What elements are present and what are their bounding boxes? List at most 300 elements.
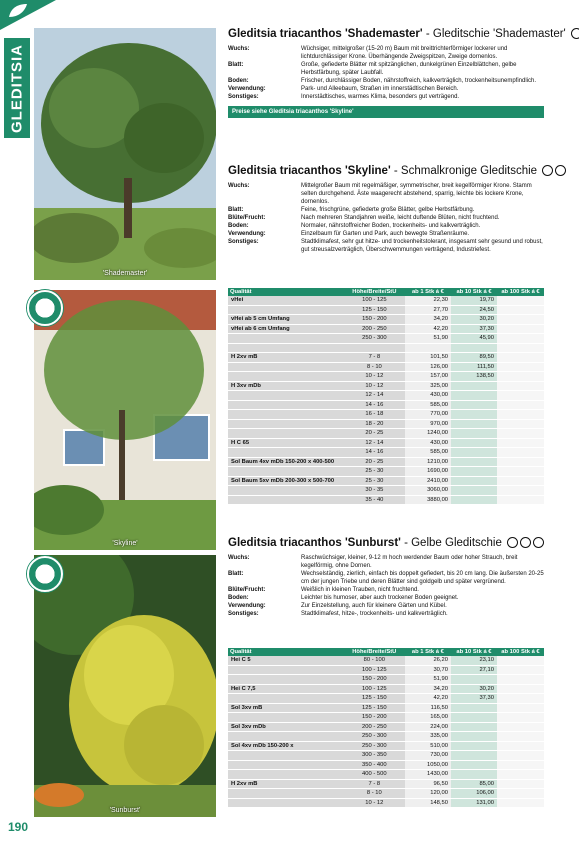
table-cell: 7 - 8: [344, 779, 405, 789]
table-cell: 8 - 10: [344, 789, 405, 799]
table-row: [228, 713, 544, 723]
table-cell: 10 - 12: [344, 798, 405, 808]
table-cell: H 3xv mDb: [228, 381, 344, 391]
table-cell: [451, 751, 497, 761]
attribute-key: Blatt:: [228, 207, 244, 213]
table-cell: 350 - 400: [344, 760, 405, 770]
table-cell: Sol Baum 5xv mDb 200-300 x 500-700: [228, 476, 344, 486]
table-cell: 2410,00: [405, 476, 451, 486]
table-cell: 25 - 30: [344, 467, 405, 477]
column-header: Qualität: [228, 648, 344, 656]
table-cell: [228, 372, 344, 382]
table-cell: 35 - 40: [344, 495, 405, 505]
table-cell: [497, 656, 544, 665]
table-row: [228, 410, 544, 420]
table-cell: 335,00: [405, 732, 451, 742]
photo-sunburst: [34, 555, 216, 817]
attribute-row: [228, 570, 544, 586]
table-row: [228, 751, 544, 761]
table-cell: 1050,00: [405, 760, 451, 770]
table-cell: 138,50: [451, 372, 497, 382]
table-cell: [451, 703, 497, 713]
photo-caption: 'Sunburst': [109, 807, 141, 814]
price-reference-note: Preise siehe Gleditsia triacanthos 'Skyline': [228, 106, 544, 118]
table-cell: 1690,00: [405, 467, 451, 477]
table-cell: [228, 760, 344, 770]
section-title: [228, 28, 566, 40]
table-row: [228, 486, 544, 496]
section-sunburst: [228, 537, 544, 618]
table-row: [228, 391, 544, 401]
column-header: ab 1 Stk á €: [405, 648, 451, 656]
table-cell: 42,20: [405, 694, 451, 704]
attribute-row: [228, 230, 544, 238]
table-cell: 25 - 30: [344, 476, 405, 486]
table-cell: 730,00: [405, 751, 451, 761]
table-row: [228, 741, 544, 751]
table-cell: 23,10: [451, 656, 497, 665]
table-cell: 42,20: [405, 324, 451, 334]
table-cell: 120,00: [405, 789, 451, 799]
attribute-value: Park- und Alleebaum, Straßen im innerstädtischen Bereich.: [301, 86, 459, 92]
table-cell: [228, 770, 344, 780]
table-cell: [497, 457, 544, 467]
table-cell: [497, 353, 544, 363]
table-cell: 150 - 200: [344, 315, 405, 325]
botanical-name: Gleditsia triacanthos 'Shademaster': [228, 28, 423, 40]
attribute-row: [228, 182, 544, 206]
table-cell: [497, 486, 544, 496]
table-row: [228, 448, 544, 458]
table-cell: [451, 732, 497, 742]
table-cell: [228, 410, 344, 420]
table-row: [228, 476, 544, 486]
attribute-key: Wuchs:: [228, 46, 250, 52]
table-cell: [497, 760, 544, 770]
section-title: [228, 165, 544, 177]
table-cell: [497, 741, 544, 751]
table-cell: 116,50: [405, 703, 451, 713]
table-cell: 1240,00: [405, 429, 451, 439]
table-cell: 26,20: [405, 656, 451, 665]
section-title: [228, 537, 544, 549]
table-cell: [497, 732, 544, 742]
section-shademaster: [228, 28, 566, 118]
quality-badge-icon: [27, 556, 63, 592]
table-cell: 131,00: [451, 798, 497, 808]
table-cell: [228, 789, 344, 799]
table-cell: [228, 429, 344, 439]
table-cell: [344, 343, 405, 353]
table-cell: 34,20: [405, 684, 451, 694]
table-cell: [451, 381, 497, 391]
table-cell: 325,00: [405, 381, 451, 391]
column-header: ab 10 Stk á €: [451, 288, 497, 296]
table-cell: [228, 486, 344, 496]
attribute-row: [228, 61, 544, 77]
table-cell: 100 - 125: [344, 296, 405, 305]
table-cell: [497, 305, 544, 315]
attribute-key: Verwendung:: [228, 603, 266, 609]
table-row: [228, 694, 544, 704]
photo-skyline: [34, 290, 216, 550]
table-row: [228, 722, 544, 732]
table-cell: 157,00: [405, 372, 451, 382]
table-cell: [451, 467, 497, 477]
table-cell: 51,90: [405, 675, 451, 685]
table-cell: [497, 334, 544, 344]
table-cell: [451, 675, 497, 685]
table-cell: [497, 789, 544, 799]
table-cell: [497, 798, 544, 808]
table-cell: [497, 400, 544, 410]
botanical-name: Gleditsia triacanthos 'Sunburst': [228, 537, 401, 549]
table-cell: [497, 751, 544, 761]
table-cell: 16 - 18: [344, 410, 405, 420]
table-cell: 200 - 250: [344, 722, 405, 732]
table-cell: 24,50: [451, 305, 497, 315]
table-row: [228, 656, 544, 665]
table-cell: 27,10: [451, 665, 497, 675]
table-cell: H 2xv mB: [228, 353, 344, 363]
photo-caption: 'Skyline': [112, 540, 138, 547]
table-cell: 80 - 100: [344, 656, 405, 665]
table-row: [228, 381, 544, 391]
attribute-value: Große, gefiederte Blätter mit spitzänglichen, dunkelgrünen Einzelblättchen, gelbe Herbstfärbung, später Laubfall.: [301, 62, 517, 76]
table-cell: [497, 495, 544, 505]
table-row: [228, 495, 544, 505]
column-header: ab 100 Stk á €: [497, 648, 544, 656]
column-header: Höhe/Breite/StU: [344, 648, 405, 656]
attribute-row: [228, 602, 544, 610]
table-cell: [228, 391, 344, 401]
table-cell: 585,00: [405, 400, 451, 410]
table-cell: [228, 751, 344, 761]
table-row: [228, 343, 544, 353]
column-header: ab 1 Stk á €: [405, 288, 451, 296]
table-cell: [497, 372, 544, 382]
table-cell: [451, 770, 497, 780]
table-cell: 224,00: [405, 722, 451, 732]
table-cell: 200 - 250: [344, 324, 405, 334]
table-cell: [228, 334, 344, 344]
table-row: [228, 665, 544, 675]
table-cell: 1430,00: [405, 770, 451, 780]
table-cell: 30,70: [405, 665, 451, 675]
attribute-row: [228, 586, 544, 594]
table-row: [228, 353, 544, 363]
table-row: [228, 296, 544, 305]
attribute-key: Wuchs:: [228, 555, 250, 561]
table-cell: [497, 467, 544, 477]
attribute-value: Stadtklimafest, sehr gut hitze- und trockenheitstolerant, insgesamt sehr gesund und robust, gut streusalzverträglich, Überschwemmungen verträgend, Industriefest.: [301, 239, 543, 253]
table-cell: [497, 779, 544, 789]
table-cell: [451, 741, 497, 751]
table-cell: [497, 665, 544, 675]
table-row: [228, 779, 544, 789]
section-skyline: [228, 165, 544, 254]
table-cell: [228, 675, 344, 685]
table-cell: 125 - 150: [344, 694, 405, 704]
table-cell: 51,90: [405, 334, 451, 344]
column-header: Qualität: [228, 288, 344, 296]
attribute-row: [228, 554, 544, 570]
attribute-value: Nach mehreren Standjahren weiße, leicht duftende Blüten, nicht fruchtend.: [301, 215, 500, 221]
table-cell: Sol 4xv mDb 150-200 x: [228, 741, 344, 751]
table-row: [228, 798, 544, 808]
table-cell: 19,70: [451, 296, 497, 305]
attribute-list: [228, 45, 544, 101]
table-cell: 100 - 125: [344, 665, 405, 675]
table-cell: [451, 495, 497, 505]
table-cell: [497, 419, 544, 429]
attribute-list: [228, 554, 544, 618]
attribute-value: Raschwüchsiger, kleiner, 9-12 m hoch werdender Baum oder hoher Strauch, breit kegelförmig, ohne Dornen.: [301, 555, 518, 569]
table-cell: [228, 694, 344, 704]
photo-caption: 'Shademaster': [102, 270, 148, 277]
attribute-row: [228, 85, 544, 93]
table-cell: [497, 296, 544, 305]
table-cell: 8 - 10: [344, 362, 405, 372]
table-cell: Sol 3xv mB: [228, 703, 344, 713]
table-cell: [451, 457, 497, 467]
table-cell: [497, 438, 544, 448]
column-header: ab 10 Stk á €: [451, 648, 497, 656]
table-cell: 89,50: [451, 353, 497, 363]
table-cell: 970,00: [405, 419, 451, 429]
botanical-name: Gleditsia triacanthos 'Skyline': [228, 165, 391, 177]
table-row: [228, 362, 544, 372]
attribute-value: Wüchsiger, mittelgroßer (15-20 m) Baum mit breittrichterförmiger lockerer und lichtdurchlässiger Krone. Überhängende Zweigspitzen, Zweige dornenlos.: [301, 46, 508, 60]
table-cell: 30,20: [451, 684, 497, 694]
table-cell: H 2xv mB: [228, 779, 344, 789]
table-cell: [451, 713, 497, 723]
table-header-row: [228, 288, 544, 296]
table-row: [228, 760, 544, 770]
table-cell: 20 - 25: [344, 457, 405, 467]
table-cell: 165,00: [405, 713, 451, 723]
table-cell: 14 - 16: [344, 400, 405, 410]
table-cell: 14 - 16: [344, 448, 405, 458]
table-row: [228, 372, 544, 382]
table-row: [228, 419, 544, 429]
attribute-key: Boden:: [228, 595, 249, 601]
page-number: 190: [8, 820, 29, 834]
table-cell: [228, 495, 344, 505]
column-header: Höhe/Breite/StU: [344, 288, 405, 296]
table-cell: 510,00: [405, 741, 451, 751]
table-cell: [228, 362, 344, 372]
attribute-value: Mittelgroßer Baum mit regelmäßiger, symmetrischer, breit kegelförmiger Krone. Stamm selten durchgehend. Äste waagerecht abstehend, sparrig, leichte bis lockere Krone, dornenlos.: [301, 183, 532, 205]
table-cell: 85,00: [451, 779, 497, 789]
table-cell: 585,00: [405, 448, 451, 458]
table-cell: [497, 694, 544, 704]
table-cell: [228, 400, 344, 410]
table-cell: 250 - 300: [344, 334, 405, 344]
attribute-key: Verwendung:: [228, 231, 266, 237]
table-row: [228, 334, 544, 344]
table-cell: 7 - 8: [344, 353, 405, 363]
table-cell: 12 - 14: [344, 391, 405, 401]
table-cell: [451, 429, 497, 439]
column-header: ab 100 Stk á €: [497, 288, 544, 296]
table-cell: [451, 438, 497, 448]
table-cell: 250 - 300: [344, 732, 405, 742]
attribute-key: Wuchs:: [228, 183, 250, 189]
table-cell: [228, 798, 344, 808]
sun-symbol-icon: [571, 28, 579, 39]
table-cell: [497, 324, 544, 334]
table-cell: [497, 770, 544, 780]
table-cell: 3880,00: [405, 495, 451, 505]
table-cell: 30 - 35: [344, 486, 405, 496]
table-row: [228, 315, 544, 325]
attribute-key: Verwendung:: [228, 86, 266, 92]
table-row: [228, 684, 544, 694]
table-row: [228, 789, 544, 799]
common-name: - Gleditschie 'Shademaster': [422, 28, 566, 40]
table-cell: [497, 343, 544, 353]
common-name: - Schmalkronige Gleditschie: [390, 165, 538, 177]
table-cell: 150 - 200: [344, 675, 405, 685]
attribute-key: Boden:: [228, 78, 249, 84]
table-cell: 12 - 14: [344, 438, 405, 448]
table-cell: 111,50: [451, 362, 497, 372]
attribute-key: Boden:: [228, 223, 249, 229]
table-cell: vHei: [228, 296, 344, 305]
table-row: [228, 400, 544, 410]
attribute-key: Sonstiges:: [228, 94, 259, 100]
sun-symbol-icon: [507, 537, 518, 548]
attribute-row: [228, 206, 544, 214]
table-cell: 430,00: [405, 438, 451, 448]
attribute-row: [228, 594, 544, 602]
attribute-value: Stadtklimafest, hitze-, trockenheits- und kalkverträglich.: [301, 611, 448, 617]
table-cell: 45,90: [451, 334, 497, 344]
table-cell: 148,50: [405, 798, 451, 808]
table-row: [228, 732, 544, 742]
table-row: [228, 429, 544, 439]
table-cell: [405, 343, 451, 353]
table-cell: 34,20: [405, 315, 451, 325]
attribute-list: [228, 182, 544, 254]
attribute-value: Einzelbaum für Garten und Park, auch bewegte Straßenräume.: [301, 231, 470, 237]
table-cell: 101,50: [405, 353, 451, 363]
table-row: [228, 675, 544, 685]
attribute-row: [228, 214, 544, 222]
table-cell: 10 - 12: [344, 372, 405, 382]
attribute-row: [228, 45, 544, 61]
attribute-key: Blatt:: [228, 571, 244, 577]
attribute-value: Zur Einzelstellung, auch für kleinere Gärten und Kübel.: [301, 603, 447, 609]
table-cell: 18 - 20: [344, 419, 405, 429]
table-cell: vHei ab 6 cm Umfang: [228, 324, 344, 334]
half-sun-symbol-icon: [555, 165, 566, 176]
heart-symbol-icon: [533, 537, 544, 548]
table-cell: [497, 684, 544, 694]
table-row: [228, 438, 544, 448]
table-cell: [451, 486, 497, 496]
attribute-value: Innerstädtisches, warmes Klima, besonders gut verträgend.: [301, 94, 460, 100]
table-cell: 300 - 350: [344, 751, 405, 761]
table-cell: [497, 713, 544, 723]
table-cell: [497, 381, 544, 391]
table-cell: [451, 391, 497, 401]
photo-shademaster: [34, 28, 216, 280]
attribute-row: [228, 610, 544, 618]
table-cell: H C 65: [228, 438, 344, 448]
table-cell: 430,00: [405, 391, 451, 401]
table-cell: [497, 362, 544, 372]
price-table-sunburst: [228, 648, 544, 808]
attribute-value: Normaler, nährstoffreicher Boden, trockenheits- und kalkverträglich.: [301, 223, 481, 229]
attribute-row: [228, 238, 544, 254]
table-row: [228, 467, 544, 477]
table-cell: [451, 343, 497, 353]
table-cell: [228, 419, 344, 429]
table-cell: [497, 448, 544, 458]
table-cell: 37,30: [451, 694, 497, 704]
table-cell: 250 - 300: [344, 741, 405, 751]
table-row: [228, 770, 544, 780]
table-cell: 3060,00: [405, 486, 451, 496]
table-cell: 400 - 500: [344, 770, 405, 780]
table-row: [228, 324, 544, 334]
table-cell: [497, 315, 544, 325]
attribute-row: [228, 77, 544, 85]
genus-side-label: GLEDITSIA: [4, 38, 30, 138]
table-cell: [451, 722, 497, 732]
quality-badge-icon: [27, 290, 63, 326]
table-cell: [228, 665, 344, 675]
table-cell: [228, 448, 344, 458]
attribute-key: Blüte/Frucht:: [228, 587, 266, 593]
table-cell: [228, 305, 344, 315]
table-cell: 22,30: [405, 296, 451, 305]
table-cell: 126,00: [405, 362, 451, 372]
table-cell: [451, 448, 497, 458]
table-cell: [497, 429, 544, 439]
table-cell: 106,00: [451, 789, 497, 799]
table-cell: 30,20: [451, 315, 497, 325]
table-cell: [497, 675, 544, 685]
table-row: [228, 457, 544, 467]
table-header-row: [228, 648, 544, 656]
attribute-row: [228, 222, 544, 230]
table-cell: [497, 476, 544, 486]
common-name: - Gelbe Gleditschie: [400, 537, 502, 549]
attribute-key: Blüte/Frucht:: [228, 215, 266, 221]
table-cell: [228, 713, 344, 723]
sun-symbol-icon: [542, 165, 553, 176]
table-cell: [497, 391, 544, 401]
table-cell: 10 - 12: [344, 381, 405, 391]
table-cell: Hei C 7,5: [228, 684, 344, 694]
table-cell: [451, 760, 497, 770]
attribute-key: Sonstiges:: [228, 611, 259, 617]
table-cell: [497, 703, 544, 713]
attribute-value: Feine, frischgrüne, gefiederte große Blätter, gelbe Herbstfärbung.: [301, 207, 475, 213]
table-cell: [228, 732, 344, 742]
table-cell: [497, 410, 544, 420]
table-cell: 150 - 200: [344, 713, 405, 723]
table-cell: 770,00: [405, 410, 451, 420]
table-cell: [451, 400, 497, 410]
attribute-row: [228, 93, 544, 101]
table-cell: [451, 410, 497, 420]
table-cell: [228, 343, 344, 353]
table-cell: Sol Baum 4xv mDb 150-200 x 400-500: [228, 457, 344, 467]
